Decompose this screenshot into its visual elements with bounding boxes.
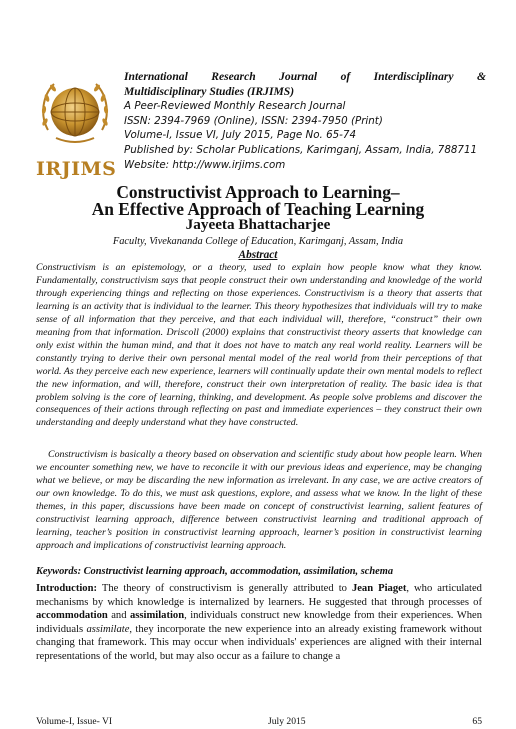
intro-bold-accommodation: accommodation (36, 610, 108, 621)
intro-text-1: The theory of constructivism is generally attributed to (97, 583, 352, 594)
journal-header (36, 70, 486, 182)
journal-info (124, 70, 486, 172)
journal-subtitle: A Peer-Reviewed Monthly Research Journal (124, 100, 346, 113)
intro-text-3: and (107, 610, 130, 621)
paper-title-line2: An Effective Approach of Teaching Learning (91, 199, 425, 219)
abstract-paragraph-1: Constructivism is an epistemology, or a theory, used to explain how people know what they know. Fundamentally, constructivism says that people construct their own understanding and knowledge of the world through experiencing things and reflecting on those experiences. Constructivism is a theory that asserts that learning is an activity that is individual to the learner. This theory hypothesizes that individuals will try to make sense of all information that they perceive, and that each individual will, therefore, “construct” their own meaning from that information. Driscoll (2000) explains that constructivist theory asserts that knowledge can only exist within the human mind, and that it does not have to match any real world reality. Learners will be constantly trying to derive their own personal mental model of the real world from their perceptions of that world. As they perceive each new experience, learners will continually update their own mental models to reflect the new information, and will, therefore, construct their own interpretation of reality. The basic idea is that problem solving is the core of learning, thinking, and development. As people solve problems and discover the consequences of their actions through reflecting on past and immediate experiences – they construct their own understanding and deeply understand what they have constructed. (36, 262, 482, 429)
page-footer (36, 716, 482, 728)
footer-date: July 2015 (268, 716, 306, 727)
intro-bold-piaget: Jean Piaget (351, 583, 407, 594)
intro-bold-assimilation: assimilation (129, 610, 185, 621)
paper-title-line1: Constructivist Approach to Learning– (116, 182, 400, 202)
journal-logo (36, 70, 117, 182)
intro-italic-assimilate: assimilate (86, 623, 130, 635)
intro-text-4: , individuals construct new knowledge from their experiences. When individuals (36, 610, 482, 635)
journal-logo-text: IRJIMS (36, 158, 117, 180)
journal-volume: Volume-I, Issue VI, July 2015, Page No. 65-74 (124, 129, 356, 142)
abstract-paragraph-2: Constructivism is basically a theory based on observation and scientific study about how people learn. When we encounter something new, we have to reconcile it with our previous ideas and experience, may be changing what we believe, or may be discarding the new information as irrelevant. In any case, we are active creators of our own knowledge. To do this, we must ask questions, explore, and assess what we know. In the light of these themes, in this paper, discussions have been made on concept of constructivist learning, salient features of constructivist learning approach, difference between constructivist learning and traditional approach of learning, teacher’s position in constructivist learning approach, learner’s position in constructivist learning approach and implications of constructivist learning approach. (36, 449, 482, 551)
intro-text-2: , who articulated mechanisms by which knowledge is internalized by learners. He suggested that through processes of (36, 583, 482, 608)
journal-website[interactable]: Website: http://www.irjims.com (124, 158, 286, 171)
journal-title-line2: Multidisciplinary Studies (IRJIMS) (124, 84, 295, 98)
keywords: Keywords: Constructivist learning approach, accommodation, assimilation, schema (36, 566, 394, 577)
footer-volume: Volume-I, Issue- VI (36, 716, 113, 727)
introduction-paragraph (36, 582, 482, 663)
footer-page-number: 65 (472, 716, 482, 727)
journal-issn: ISSN: 2394-7969 (Online), ISSN: 2394-7950 (Print) (124, 114, 383, 127)
journal-title-line1: International Research Journal of Interdisciplinary & (124, 70, 486, 83)
globe-laurel-icon (36, 70, 114, 160)
abstract-heading: Abstract (238, 249, 278, 261)
paper-author: Jayeeta Bhattacharjee (185, 216, 331, 233)
journal-publisher: Published by: Scholar Publications, Karimganj, Assam, India, 788711 (124, 143, 478, 156)
intro-text-5: , they incorporate the new experience into an already existing framework without changing that framework. This may occur when individuals' experiences are aligned with their internal representations of the world, but may also occur as a failure to change a (36, 623, 482, 662)
introduction-label: Introduction: (36, 583, 98, 594)
paper-affiliation: Faculty, Vivekananda College of Education, Karimganj, Assam, India (112, 236, 404, 247)
